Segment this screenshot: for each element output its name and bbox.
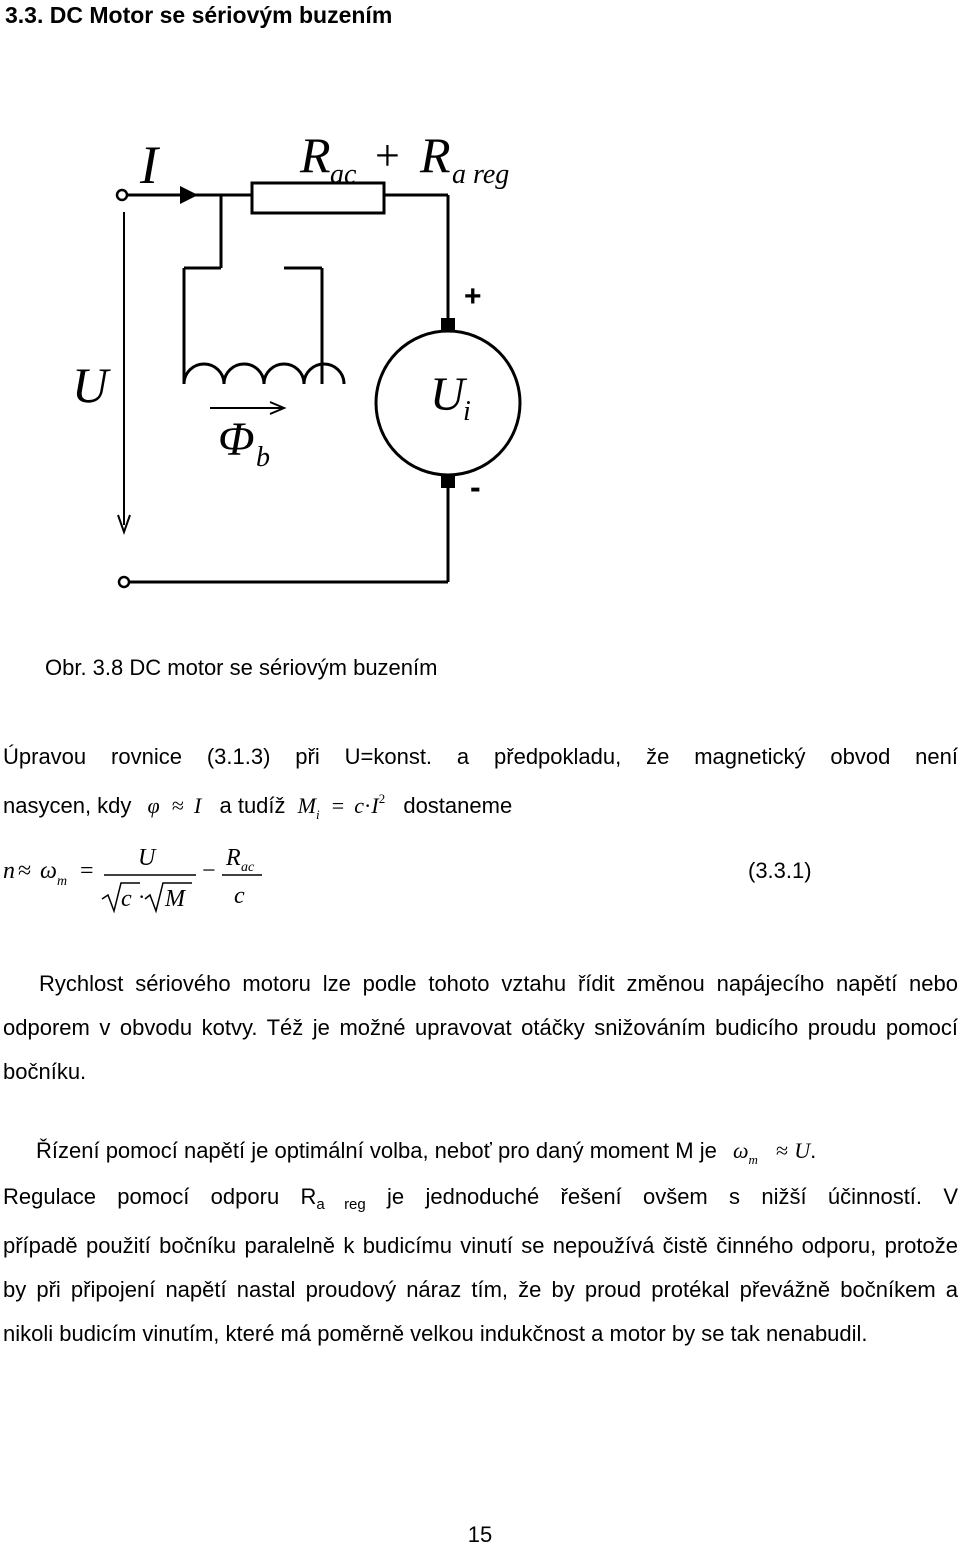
motor-terminal-minus (441, 476, 455, 488)
svg-text:+: + (375, 131, 400, 180)
svg-text:c: c (121, 886, 132, 912)
svg-text:−: − (202, 858, 216, 884)
para2-rest: případě použití bočníku paralelně k budicímu vinutí se nepoužívá čistě činného odporu, protože by při připojení napětí nastal proudový náraz tím, že by proud protékal převážně bočníkem a nikoli budicím vinutím, které má poměrně velkou indukčnost a motor by se tak nenabudil. (3, 1233, 958, 1346)
label-induced-voltage: U (430, 368, 465, 421)
page-number: 15 (467, 1522, 493, 1547)
label-current: I (140, 135, 158, 195)
figure-caption: Obr. 3.8 DC motor se sériovým buzením (45, 655, 438, 680)
label-flux: Φ (218, 413, 255, 466)
svg-text:ac: ac (241, 860, 255, 875)
svg-text:m: m (57, 874, 68, 889)
para2-line-2: Regulace pomocí odporu $R_{a reg}$ je jednoduché řešení ovšem s nižší účinností. V (3, 1184, 958, 1213)
label-plus: + (464, 280, 482, 313)
resistor-rect (252, 183, 384, 213)
intro-line-1: Úpravou rovnice (3.1.3) při U=konst. a předpokladu, že magnetický obvod není (3, 744, 958, 769)
para2-line-1: Řízení pomocí napětí je optimální volba, neboť pro daný moment M je $\omega_m \approx U$. (36, 1138, 817, 1167)
svg-text:U: U (138, 845, 156, 871)
svg-text:·: · (138, 884, 146, 909)
input-terminal-top (117, 190, 127, 200)
field-coil (184, 364, 344, 384)
svg-text:=: = (80, 858, 94, 884)
motor-terminal-plus (441, 318, 455, 330)
section-heading: 3.3. DC Motor se sériovým buzením (5, 2, 393, 28)
svg-text:M: M (165, 886, 185, 912)
paragraph-speed-control: Rychlost sériového motoru lze podle tohoto vztahu řídit změnou napájecího napětí nebo odporem v obvodu kotvy. Též je možné upravovat otáčky snižováním budicího proudu pomocí bočníku. (3, 971, 958, 1084)
svg-text:≈: ≈ (18, 858, 32, 884)
label-minus: - (470, 469, 481, 505)
svg-text:a reg: a reg (452, 159, 510, 190)
label-voltage: U (72, 357, 109, 413)
equation-3-3-1 (0, 835, 320, 925)
svg-text:R: R (226, 845, 241, 871)
intro-line-2: nasycen, kdy φ ≈ I a tudíž $M_i = c\cdot I^2$ dostaneme (3, 791, 513, 822)
equation-number: (3.3.1) (748, 858, 812, 883)
svg-text:c: c (234, 883, 245, 909)
label-resistance: R (300, 127, 331, 183)
svg-text:ac: ac (330, 159, 357, 190)
input-terminal-bottom (119, 577, 129, 587)
svg-text:i: i (463, 396, 471, 427)
svg-text:b: b (256, 442, 270, 473)
circuit-diagram (0, 0, 960, 640)
svg-text:R: R (420, 127, 451, 183)
svg-text:n: n (3, 858, 15, 884)
svg-text:ω: ω (40, 858, 57, 884)
